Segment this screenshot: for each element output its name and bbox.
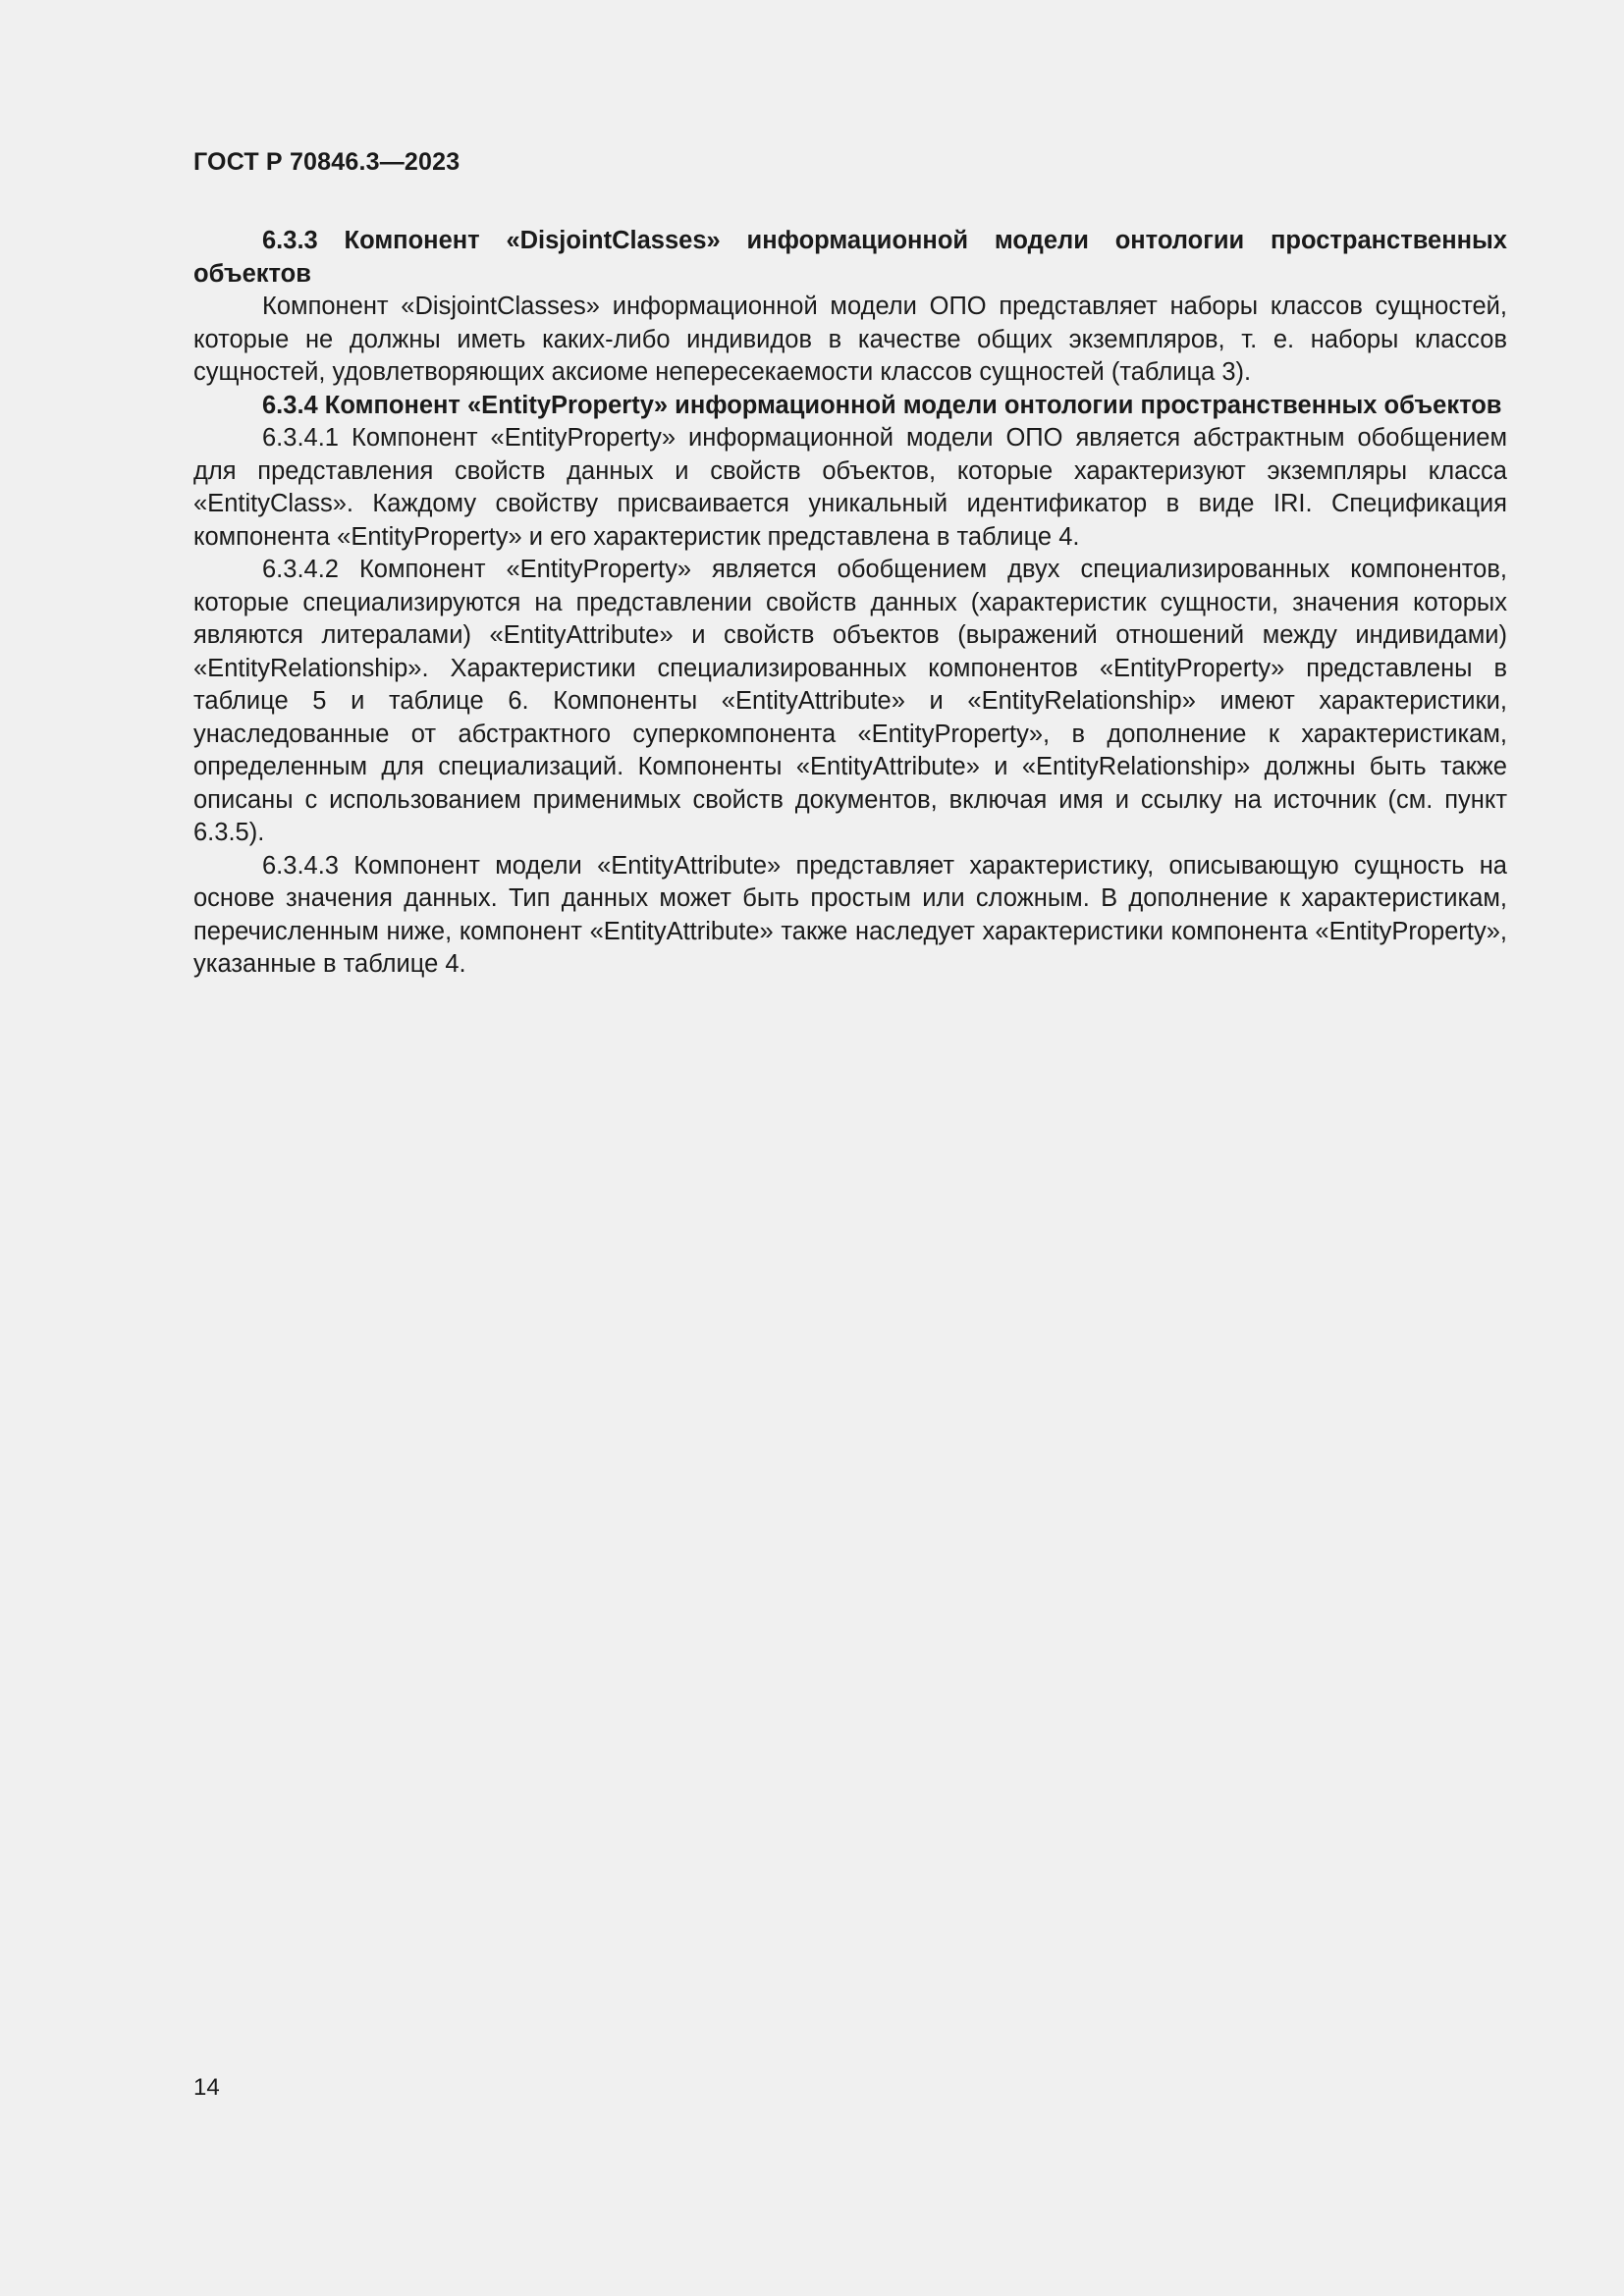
page-number: 14 (193, 2074, 220, 2101)
section-heading-6-3-3: 6.3.3 Компонент «DisjointClasses» информационной модели онтологии пространственных объектов (193, 227, 1507, 288)
paragraph-6-3-4-1: 6.3.4.1 Компонент «EntityProperty» информационной модели ОПО является абстрактным обобщением для представления свойств данных и свойств объектов, которые характеризуют экземпляры класса «EntityClass». Каждому свойству присваивается уникальный идентификатор в виде IRI. Спецификация компонента «EntityProperty» и его характеристик представлена в таблице 4. (193, 424, 1507, 551)
document-body (193, 225, 1507, 982)
section-heading-6-3-4: 6.3.4 Компонент «EntityProperty» информационной модели онтологии пространственных объектов (262, 391, 1502, 419)
document-header: ГОСТ Р 70846.3—2023 (193, 148, 460, 176)
paragraph-6-3-3: Компонент «DisjointClasses» информационной модели ОПО представляет наборы классов сущностей, которые не должны иметь каких-либо индивидов в качестве общих экземпляров, т. е. наборы классов сущностей, удовлетворяющих аксиоме непересекаемости классов сущностей (таблица 3). (193, 293, 1507, 386)
paragraph-6-3-4-2: 6.3.4.2 Компонент «EntityProperty» является обобщением двух специализированных компонентов, которые специализируются на представлении свойств данных (характеристик сущности, значения которых являются литералами) «EntityAttribute» и свойств объектов (выражений отношений между индивидами) «EntityRelationship». Характеристики специализированных компонентов «EntityProperty» представлены в таблице 5 и таблице 6. Компоненты «EntityAttribute» и «EntityRelationship» имеют характеристики, унаследованные от абстрактного суперкомпонента «EntityProperty», в дополнение к характеристикам, определенным для специализаций. Компоненты «EntityAttribute» и «EntityRelationship» должны быть также описаны с использованием применимых свойств документов, включая имя и ссылку на источник (см. пункт 6.3.5). (193, 556, 1507, 846)
paragraph-6-3-4-3: 6.3.4.3 Компонент модели «EntityAttribute» представляет характеристику, описывающую сущность на основе значения данных. Тип данных может быть простым или сложным. В дополнение к характеристикам, перечисленным ниже, компонент «EntityAttribute» также наследует характеристики компонента «EntityProperty», указанные в таблице 4. (193, 851, 1507, 978)
